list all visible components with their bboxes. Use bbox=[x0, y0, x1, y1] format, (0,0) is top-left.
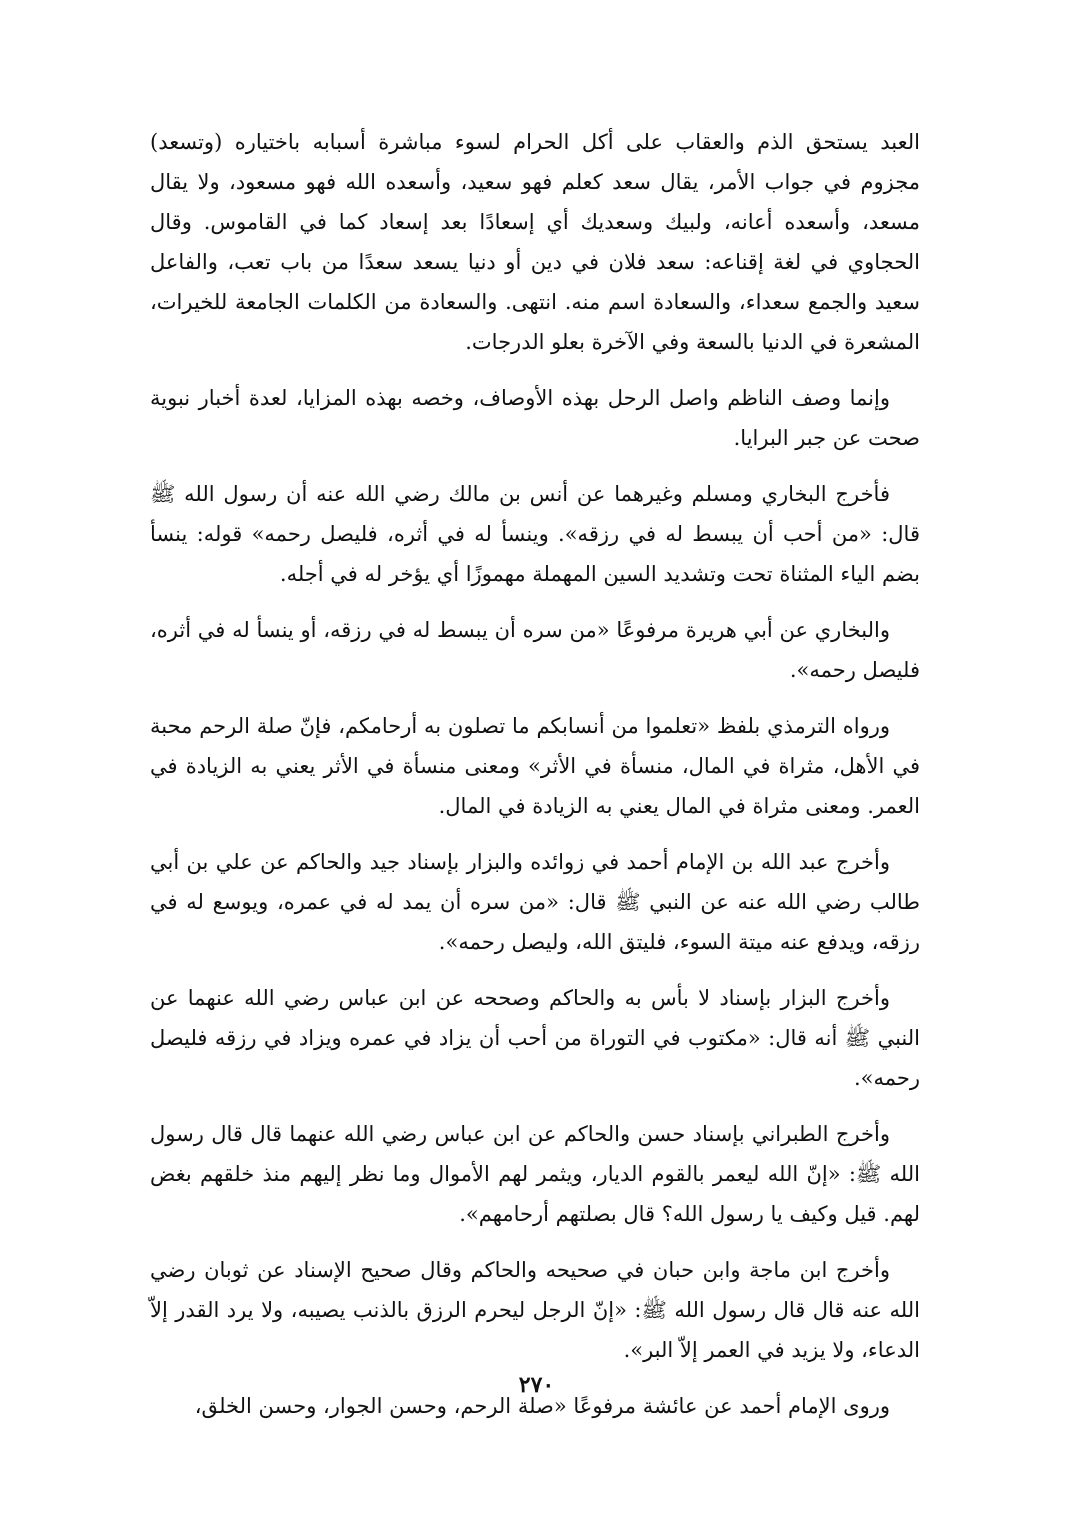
paragraph-1: العبد يستحق الذم والعقاب على أكل الحرام لسوء مباشرة أسبابه باختياره (وتسعد) مجزوم في جواب الأمر، يقال سعد كعلم فهو سعيد، وأسعده الله فهو مسعود، ولا يقال مسعد، وأسعده أعانه، ولبيك وسعديك أي إسعادًا بعد إسعاد كما في القاموس. وقال الحجاوي في لغة إقناعه: سعد فلان في دين أو دنيا يسعد سعدًا من باب تعب، والفاعل سعيد والجمع سعداء، والسعادة اسم منه. انتهى. والسعادة من الكلمات الجامعة للخيرات، المشعرة في الدنيا بالسعة وفي الآخرة بعلو الدرجات. bbox=[150, 130, 920, 354]
paragraph-9: وأخرج ابن ماجة وابن حبان في صحيحه والحاكم وقال صحيح الإسناد عن ثوبان رضي الله عنه قال قال رسول الله ﷺ: «إنّ الرجل ليحرم الرزق بالذنب يصيبه، ولا يرد القدر إلاّ الدعاء، ولا يزيد في العمر إلاّ البر». bbox=[150, 1258, 920, 1362]
paragraph-6: وأخرج عبد الله بن الإمام أحمد في زوائده والبزار بإسناد جيد والحاكم عن علي بن أبي طالب رضي الله عنه عن النبي ﷺ قال: «من سره أن يمد له في عمره، ويوسع له في رزقه، ويدفع عنه ميتة السوء، فليتق الله، وليصل رحمه». bbox=[150, 850, 920, 954]
paragraph-2: وإنما وصف الناظم واصل الرحل بهذه الأوصاف، وخصه بهذه المزايا، لعدة أخبار نبوية صحت عن جبر البرايا. bbox=[150, 386, 920, 450]
paragraph-8: وأخرج الطبراني بإسناد حسن والحاكم عن ابن عباس رضي الله عنهما قال قال رسول الله ﷺ: «إنّ الله ليعمر بالقوم الديار، ويثمر لهم الأموال وما نظر إليهم منذ خلقهم بغض لهم. قيل وكيف يا رسول الله؟ قال بصلتهم أرحامهم». bbox=[150, 1122, 920, 1226]
paragraph-4: والبخاري عن أبي هريرة مرفوعًا «من سره أن يبسط له في رزقه، أو ينسأ له في أثره، فليصل رحمه». bbox=[150, 618, 920, 682]
page-number: ٢٧٠ bbox=[518, 1372, 555, 1398]
paragraph-5: ورواه الترمذي بلفظ «تعلموا من أنسابكم ما تصلون به أرحامكم، فإنّ صلة الرحم محبة في الأهل، مثراة في المال، منسأة في الأثر» ومعنى منسأة في الأثر يعني به الزيادة في العمر. ومعنى مثراة في المال يعني به الزيادة في المال. bbox=[150, 714, 920, 818]
paragraph-10: وروى الإمام أحمد عن عائشة مرفوعًا «صلة الرحم، وحسن الجوار، وحسن الخلق، bbox=[194, 1394, 890, 1418]
body-text bbox=[150, 122, 920, 1442]
paragraph-7: وأخرج البزار بإسناد لا بأس به والحاكم وصححه عن ابن عباس رضي الله عنهما عن النبي ﷺ أنه قال: «مكتوب في التوراة من أحب أن يزاد في عمره ويزاد في رزقه فليصل رحمه». bbox=[150, 986, 920, 1090]
paragraph-3: فأخرج البخاري ومسلم وغيرهما عن أنس بن مالك رضي الله عنه أن رسول الله ﷺ قال: «من أحب أن يبسط له في رزقه». وينسأ له في أثره، فليصل رحمه» قوله: ينسأ بضم الياء المثناة تحت وتشديد السين المهملة مهموزًا أي يؤخر له في أجله. bbox=[150, 482, 920, 586]
